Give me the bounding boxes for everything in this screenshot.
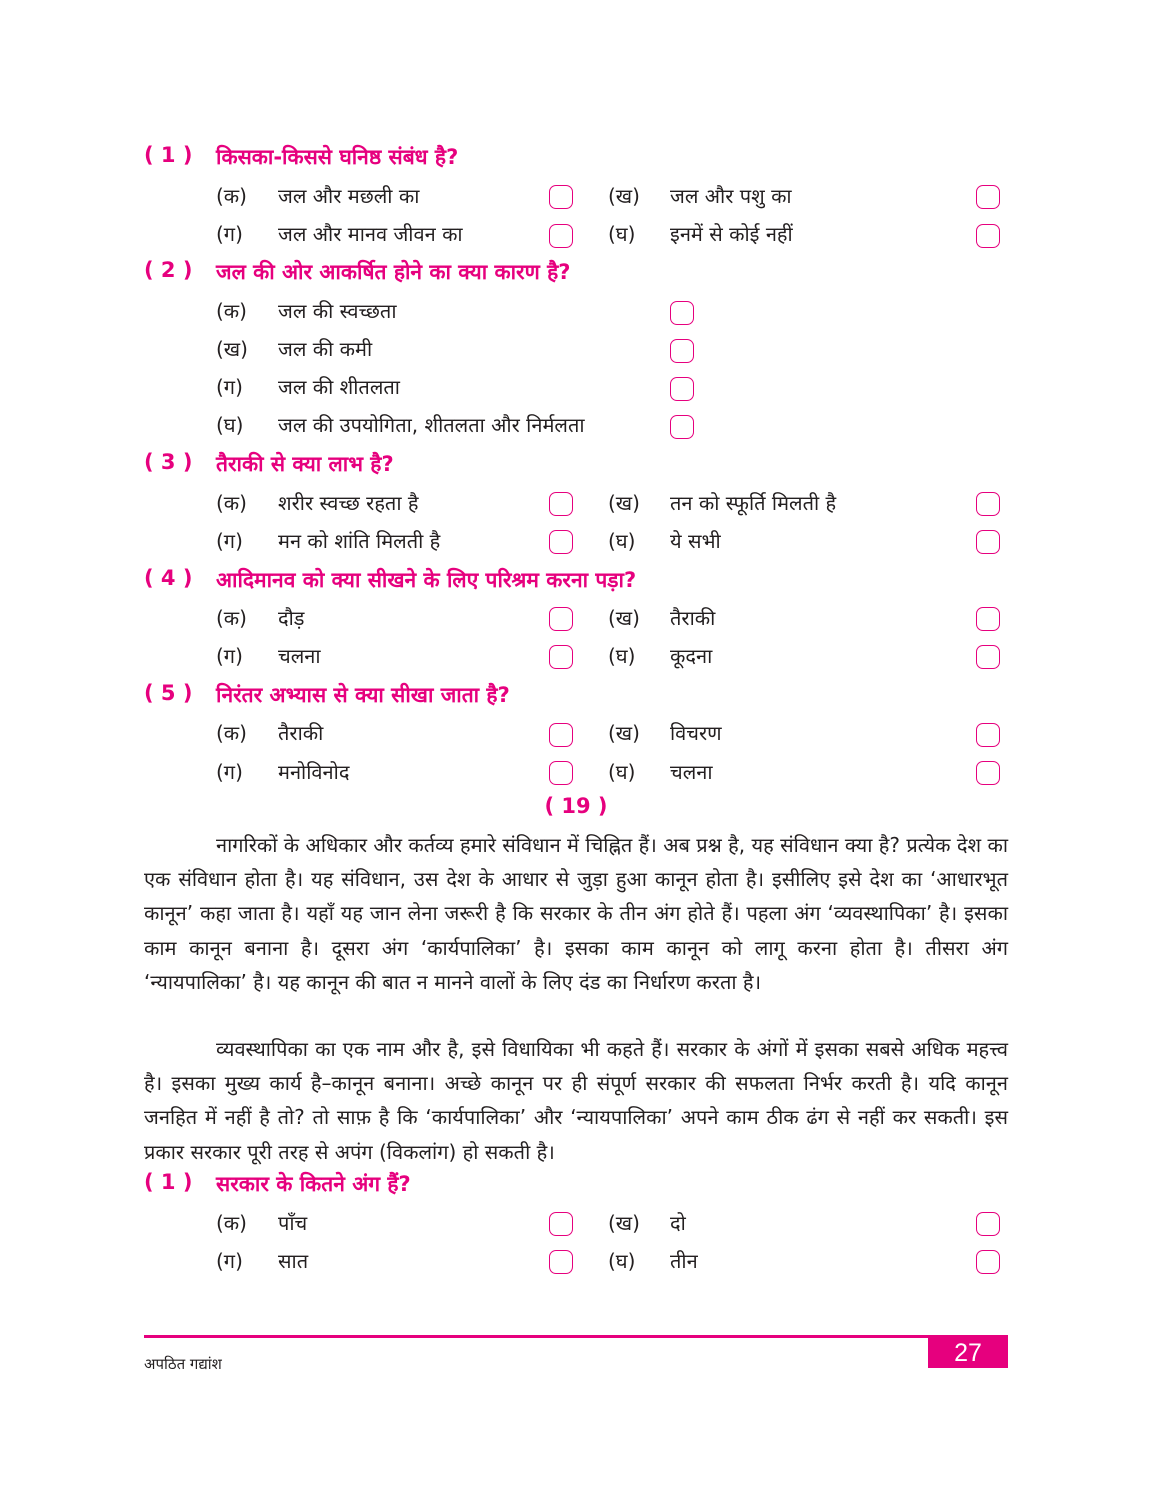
answer-checkbox[interactable] (549, 645, 573, 669)
answer-checkbox[interactable] (549, 492, 573, 516)
answer-checkbox[interactable] (549, 761, 573, 785)
answer-checkbox[interactable] (549, 185, 573, 209)
question-number: ( 2 ) (144, 258, 193, 282)
passage-paragraph-2: व्यवस्थापिका का एक नाम और है, इसे विधायिका भी कहते हैं। सरकार के अंगों में इसका सबसे अधिक महत्त्व है। इसका मुख्य कार्य है–कानून बनाना। अच्छे कानून पर ही संपूर्ण सरकार की सफलता निर्भर करती है। यदि कानून जनहित में नहीं है तो? तो साफ़ है कि ‘कार्यपालिका’ और ‘न्यायपालिका’ अपने काम ठीक ढंग से नहीं कर सकती। इस प्रकार सरकार पूरी तरह से अपंग (विकलांग) हो सकती है। (144, 1037, 1008, 1164)
answer-checkbox[interactable] (976, 1212, 1000, 1236)
option-label: (क) (216, 606, 247, 630)
option-label: (ग) (216, 1249, 243, 1273)
answer-checkbox[interactable] (976, 224, 1000, 248)
answer-checkbox[interactable] (976, 185, 1000, 209)
option-text: जल और पशु का (670, 184, 792, 208)
option-text: जल और मछली का (278, 184, 420, 208)
question-number: ( 1 ) (144, 1170, 193, 1194)
answer-checkbox[interactable] (549, 530, 573, 554)
option-text: दो (670, 1211, 686, 1235)
answer-checkbox[interactable] (549, 1212, 573, 1236)
answer-checkbox[interactable] (549, 723, 573, 747)
answer-checkbox[interactable] (976, 761, 1000, 785)
option-label: (ग) (216, 375, 243, 399)
answer-checkbox[interactable] (976, 492, 1000, 516)
option-text: मन को शांति मिलती है (278, 529, 441, 553)
option-text: चलना (278, 644, 321, 668)
option-text: सात (278, 1249, 309, 1273)
footer-title: अपठित गद्यांश (144, 1355, 222, 1373)
option-label: (घ) (216, 413, 244, 437)
question-text: किसका-किससे घनिष्ठ संबंध है? (216, 145, 459, 169)
option-label: (ग) (216, 644, 243, 668)
passage-number: ( 19 ) (544, 794, 608, 818)
answer-checkbox[interactable] (976, 607, 1000, 631)
question-number: ( 5 ) (144, 681, 193, 705)
answer-checkbox[interactable] (670, 377, 694, 401)
answer-checkbox[interactable] (976, 530, 1000, 554)
option-label: (क) (216, 721, 247, 745)
option-label: (ख) (608, 491, 640, 515)
option-text: जल की कमी (278, 337, 373, 361)
page-number: 27 (928, 1338, 1008, 1368)
option-text: कूदना (670, 644, 713, 668)
option-label: (ग) (216, 760, 243, 784)
option-label: (ग) (216, 222, 243, 246)
option-label: (ख) (608, 1211, 640, 1235)
option-label: (ख) (216, 337, 248, 361)
option-label: (ख) (608, 721, 640, 745)
option-text: पाँच (278, 1211, 308, 1235)
answer-checkbox[interactable] (549, 607, 573, 631)
option-text: ये सभी (670, 529, 721, 553)
option-label: (घ) (608, 644, 636, 668)
answer-checkbox[interactable] (670, 301, 694, 325)
answer-checkbox[interactable] (976, 645, 1000, 669)
option-label: (ख) (608, 184, 640, 208)
option-text: चलना (670, 760, 713, 784)
question-number: ( 4 ) (144, 566, 193, 590)
option-text: तीन (670, 1249, 698, 1273)
option-label: (घ) (608, 222, 636, 246)
option-text: तैराकी (278, 721, 324, 745)
option-label: (घ) (608, 529, 636, 553)
option-text: दौड़ (278, 606, 305, 630)
option-label: (क) (216, 184, 247, 208)
question-text: तैराकी से क्या लाभ है? (216, 452, 394, 476)
option-text: जल और मानव जीवन का (278, 222, 463, 246)
option-label: (ग) (216, 529, 243, 553)
option-text: मनोविनोद (278, 760, 350, 784)
question-number: ( 1 ) (144, 143, 193, 167)
answer-checkbox[interactable] (549, 224, 573, 248)
footer-rule (144, 1335, 1008, 1338)
answer-checkbox[interactable] (549, 1250, 573, 1274)
option-label: (घ) (608, 760, 636, 784)
question-text: जल की ओर आकर्षित होने का क्या कारण है? (216, 260, 571, 284)
option-text: तैराकी (670, 606, 716, 630)
answer-checkbox[interactable] (976, 1250, 1000, 1274)
passage-paragraph-1: नागरिकों के अधिकार और कर्तव्य हमारे संविधान में चिह्नित हैं। अब प्रश्न है, यह संविधान क्या है? प्रत्येक देश का एक संविधान होता है। यह संविधान, उस देश के आधार से जुड़ा हुआ कानून होता है। इसीलिए इसे देश का ‘आधारभूत कानून’ कहा जाता है। यहाँ यह जान लेना जरूरी है कि सरकार के तीन अंग होते हैं। पहला अंग ‘व्यवस्थापिका’ है। इसका काम कानून बनाना है। दूसरा अंग ‘कार्यपालिका’ है। इसका काम कानून को लागू करना होता है। तीसरा अंग ‘न्यायपालिका’ है। यह कानून की बात न मानने वालों के लिए दंड का निर्धारण करता है। (144, 833, 1008, 994)
option-text: इनमें से कोई नहीं (670, 222, 793, 246)
answer-checkbox[interactable] (670, 415, 694, 439)
question-number: ( 3 ) (144, 450, 193, 474)
option-label: (क) (216, 1211, 247, 1235)
answer-checkbox[interactable] (670, 339, 694, 363)
option-text: जल की शीतलता (278, 375, 400, 399)
answer-checkbox[interactable] (976, 723, 1000, 747)
option-text: विचरण (670, 721, 722, 745)
question-text: आदिमानव को क्या सीखने के लिए परिश्रम करना पड़ा? (216, 568, 637, 592)
option-label: (क) (216, 491, 247, 515)
option-text: जल की स्वच्छता (278, 299, 397, 323)
question-text: निरंतर अभ्यास से क्या सीखा जाता है? (216, 683, 510, 707)
option-text: जल की उपयोगिता, शीतलता और निर्मलता (278, 413, 585, 437)
question-text: सरकार के कितने अंग हैं? (216, 1172, 411, 1196)
option-text: तन को स्फूर्ति मिलती है (670, 491, 837, 515)
option-label: (ख) (608, 606, 640, 630)
option-label: (क) (216, 299, 247, 323)
option-label: (घ) (608, 1249, 636, 1273)
option-text: शरीर स्वच्छ रहता है (278, 491, 419, 515)
